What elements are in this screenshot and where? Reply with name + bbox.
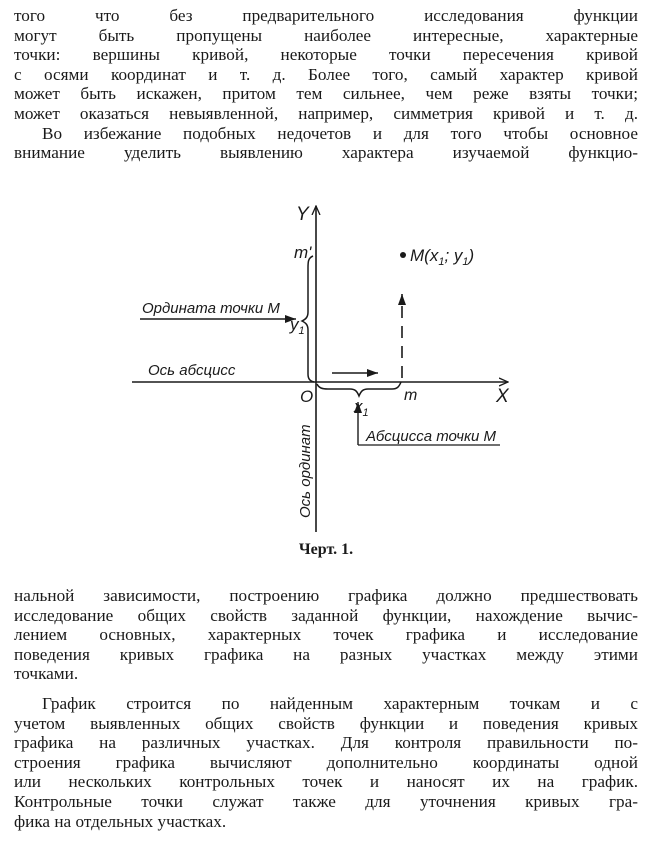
paragraph-graph-construction xyxy=(14,694,638,831)
text-line: исследование общих свойств заданной функции, нахождение вычис- xyxy=(14,605,638,625)
text-line: нальной зависимости, построению графика должно предшествовать xyxy=(14,586,638,605)
text-line: графика на различных участках. Для контроля правильности по- xyxy=(14,733,638,753)
y-axis-label: Y xyxy=(296,204,309,225)
text-line: точки: вершины кривой, некоторые точки пересечения кривой xyxy=(14,45,638,65)
ordinate-bracket xyxy=(302,256,314,382)
paragraph-intro xyxy=(14,6,638,163)
text-line: фика на отдельных участках. xyxy=(14,811,227,831)
origin-label: O xyxy=(300,387,314,406)
ordinate-of-point-label: Ордината точки М xyxy=(142,300,280,317)
text-line: лением основных, характерных точек графика и исследование xyxy=(14,625,638,645)
text-line: с осями координат и т. д. Более того, самый характер кривой xyxy=(14,64,638,84)
text-line: строения графика вычисляют дополнительно координаты одной xyxy=(14,752,638,772)
x-axis-label: X xyxy=(496,386,509,407)
point-m xyxy=(400,252,406,258)
ordinate-axis-label: Ось ординат xyxy=(297,424,314,518)
y1-label: $y_1$ xyxy=(290,315,305,337)
text-line: того что без предварительного исследования функции xyxy=(14,6,638,25)
paragraph-continuation xyxy=(14,586,638,684)
text-line: могут быть пропущены наиболее интересные, характерные xyxy=(14,25,638,45)
text-line: может оказаться невыявленной, например, симметрия кривой и т. д. xyxy=(14,103,638,123)
coordinate-figure xyxy=(120,196,540,536)
text-line: может быть искажен, притом тем сильнее, чем реже взяты точки; xyxy=(14,84,638,104)
text-line: внимание уделить выявлению характера изучаемой функцио- xyxy=(14,143,638,163)
text-line: учетом выявленных общих свойств функции и поведения кривых xyxy=(14,713,638,733)
text-line: Контрольные точки служат также для уточнения кривых гра- xyxy=(14,791,638,811)
text-line: поведения кривых графика на разных участках между этими xyxy=(14,644,638,664)
text-line: или нескольких контрольных точек и наносят их на график. xyxy=(14,772,638,792)
abscissa-axis-label: Ось абсцисс xyxy=(148,362,236,379)
figure-caption: Черт. 1. xyxy=(298,541,354,558)
abscissa-of-point-label: Абсцисса точки М xyxy=(366,428,497,445)
m-prime-label: m' xyxy=(294,243,312,262)
x1-label: $x_1$ xyxy=(354,397,369,419)
abscissa-bracket xyxy=(317,382,401,396)
text-line: точками. xyxy=(14,664,79,684)
text-line: Во избежание подобных недочетов и для того чтобы основное xyxy=(42,123,638,143)
point-m-label: $M(x_1$; $y_1$) xyxy=(410,246,475,268)
text-line: График строится по найденным характерным точкам и с xyxy=(42,694,638,713)
m-label: m xyxy=(404,387,418,404)
